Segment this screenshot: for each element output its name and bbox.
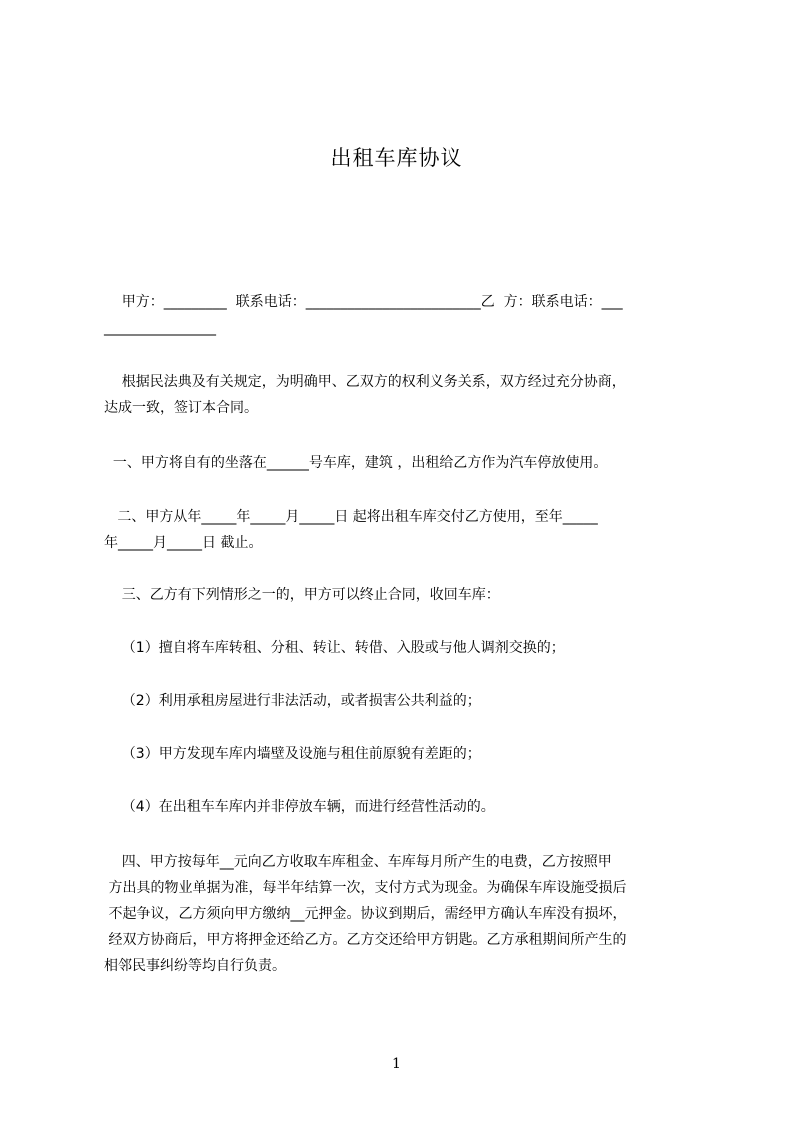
- clause-3-item-3: （3）甲方发现车库内墙壁及设施与租住前原貌有差距的；: [104, 746, 481, 762]
- party-info-line-1: 甲方：_________ 联系电话：_________________________乙 方：联系电话：___: [104, 294, 623, 310]
- document-title: 出租车库协议: [330, 146, 463, 170]
- clause-3-item-4: （4）在出租车车库内并非停放车辆，而进行经营性活动的。: [104, 799, 495, 815]
- clause-3-item-2: （2）利用承租房屋进行非法活动，或者损害公共利益的；: [104, 693, 481, 709]
- clause-1: 一、甲方将自有的坐落在______号车库，建筑 ，出租给乙方作为汽车停放使用。: [104, 455, 608, 471]
- clause-3-item-1: （1）擅自将车库转租、分租、转让、转借、入股或与他人调剂交换的；: [104, 640, 565, 656]
- clause-2-line-2: 年_____月_____日 截止。: [104, 535, 263, 551]
- clause-4-line-2: 方出具的物业单据为准，每半年结算一次，支付方式为现金。为确保车库设施受损后: [104, 880, 627, 896]
- clause-4-line-4: 经双方协商后，甲方将押金还给乙方。乙方交还给甲方钥匙。乙方承租期间所产生的: [104, 932, 627, 948]
- clause-4-line-5: 相邻民事纠纷等均自行负责。: [104, 958, 286, 974]
- clause-4-line-3: 不起争议，乙方须向甲方缴纳__元押金。协议到期后，需经甲方确认车库没有损坏，: [104, 906, 627, 922]
- page-number: 1: [392, 1056, 401, 1072]
- clause-3: 三、乙方有下列情形之一的，甲方可以终止合同，收回车库：: [104, 587, 500, 603]
- preamble-line-1: 根据民法典及有关规定，为明确甲、乙双方的权利义务关系，双方经过充分协商，: [104, 374, 626, 390]
- clause-4-line-1: 四、甲方按每年__元向乙方收取车库租金、车库每月所产生的电费，乙方按照甲: [104, 854, 612, 870]
- party-info-line-2: ________________: [104, 320, 216, 336]
- clause-2-line-1: 二、甲方从年_____年_____月_____日 起将出租车库交付乙方使用，至年_____: [104, 509, 598, 525]
- preamble-line-2: 达成一致，签订本合同。: [104, 400, 258, 416]
